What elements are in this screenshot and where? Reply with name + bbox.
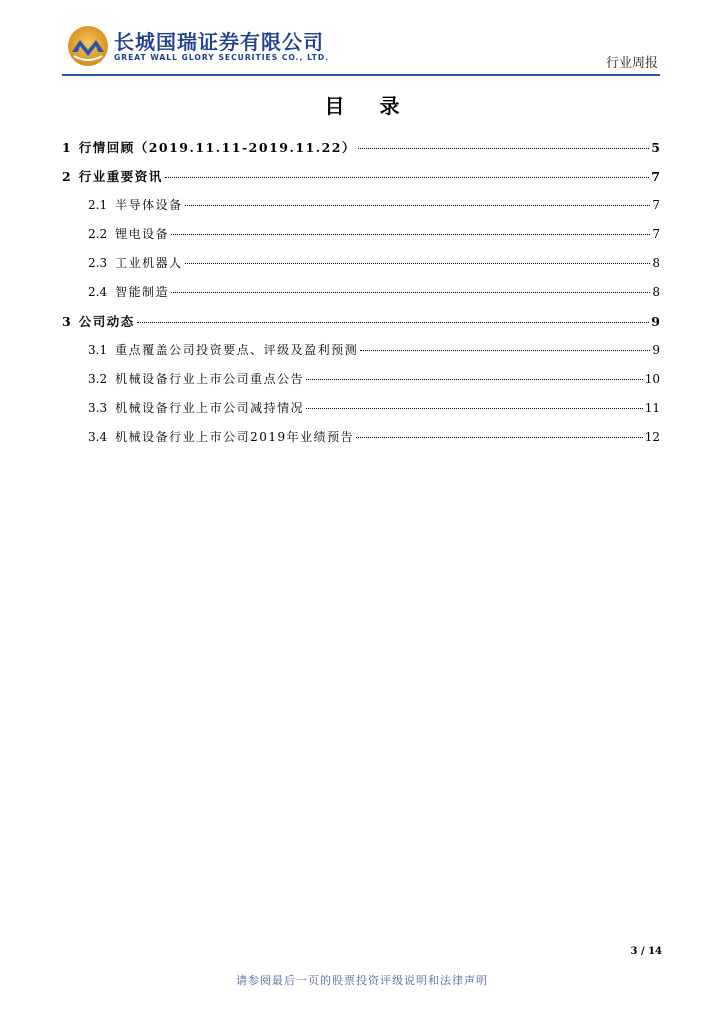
toc-entry-title: 机械设备行业上市公司2019年业绩预告 [115, 430, 355, 444]
toc-entry-title: 工业机器人 [115, 256, 183, 270]
toc-dot-leader [358, 148, 649, 149]
toc-entry[interactable] [62, 225, 660, 254]
toc-entry[interactable] [62, 428, 660, 457]
toc-entry-title: 机械设备行业上市公司重点公告 [115, 372, 305, 386]
toc-entry-number: 2.4 [88, 285, 108, 299]
toc-entry[interactable] [62, 254, 660, 283]
toc-entry-page: 11 [644, 401, 660, 415]
page-header [62, 22, 660, 78]
toc-dot-leader [171, 292, 650, 293]
toc-dot-leader [185, 263, 651, 264]
header-divider [62, 74, 660, 76]
table-of-contents [62, 138, 660, 457]
toc-entry[interactable] [62, 399, 660, 428]
toc-entry-title: 锂电设备 [115, 227, 170, 241]
toc-entry-number: 2.3 [88, 256, 108, 270]
toc-entry[interactable] [62, 167, 660, 196]
toc-entry[interactable] [62, 196, 660, 225]
toc-dot-leader [137, 322, 650, 323]
toc-entry-page: 5 [651, 140, 660, 155]
toc-title: 目 录 [324, 94, 414, 118]
toc-entry-number: 3.1 [88, 343, 108, 357]
toc-dot-leader [185, 205, 651, 206]
toc-entry-number: 3.3 [88, 401, 108, 415]
toc-entry-title: 机械设备行业上市公司减持情况 [115, 401, 305, 415]
toc-entry-number: 3.4 [88, 430, 108, 444]
toc-entry[interactable] [62, 138, 660, 167]
toc-entry-page: 8 [652, 285, 660, 299]
document-type-label: 行业周报 [605, 56, 658, 71]
toc-entry-number: 2.2 [88, 227, 108, 241]
company-logo-icon [66, 24, 110, 68]
toc-entry-title: 重点覆盖公司投资要点、评级及盈利预测 [115, 343, 359, 357]
toc-dot-leader [356, 437, 643, 438]
toc-entry-number: 2.1 [88, 198, 108, 212]
toc-entry-page: 7 [652, 227, 660, 241]
toc-dot-leader [360, 350, 650, 351]
toc-entry[interactable] [62, 370, 660, 399]
toc-entry-page: 12 [644, 430, 660, 444]
toc-entry[interactable] [62, 283, 660, 312]
toc-entry-number: 2 [62, 169, 71, 184]
toc-dot-leader [165, 177, 650, 178]
company-name-en: GREAT WALL GLORY SECURITIES CO., LTD. [114, 53, 330, 62]
toc-entry-title: 行业重要资讯 [78, 169, 163, 184]
toc-entry-title: 半导体设备 [115, 198, 183, 212]
toc-entry-number: 3.2 [88, 372, 108, 386]
disclaimer-note: 请参阅最后一页的股票投资评级说明和法律声明 [236, 974, 488, 987]
toc-entry-page: 9 [652, 343, 660, 357]
toc-entry[interactable] [62, 312, 660, 341]
toc-entry-page: 8 [652, 256, 660, 270]
toc-entry-page: 9 [651, 314, 660, 329]
page-number: 3 / 14 [630, 946, 662, 957]
toc-entry-title: 智能制造 [115, 285, 170, 299]
toc-entry-title: 行情回顾（2019.11.11-2019.11.22） [78, 140, 356, 155]
toc-entry-page: 10 [644, 372, 660, 386]
toc-entry-title: 公司动态 [78, 314, 135, 329]
toc-dot-leader [306, 379, 643, 380]
toc-entry-number: 1 [62, 140, 71, 155]
toc-entry-page: 7 [651, 169, 660, 184]
toc-entry-page: 7 [652, 198, 660, 212]
company-name-cn: 长城国瑞证券有限公司 [114, 30, 324, 54]
toc-entry-number: 3 [62, 314, 71, 329]
toc-dot-leader [171, 234, 650, 235]
toc-entry[interactable] [62, 341, 660, 370]
toc-dot-leader [306, 408, 643, 409]
